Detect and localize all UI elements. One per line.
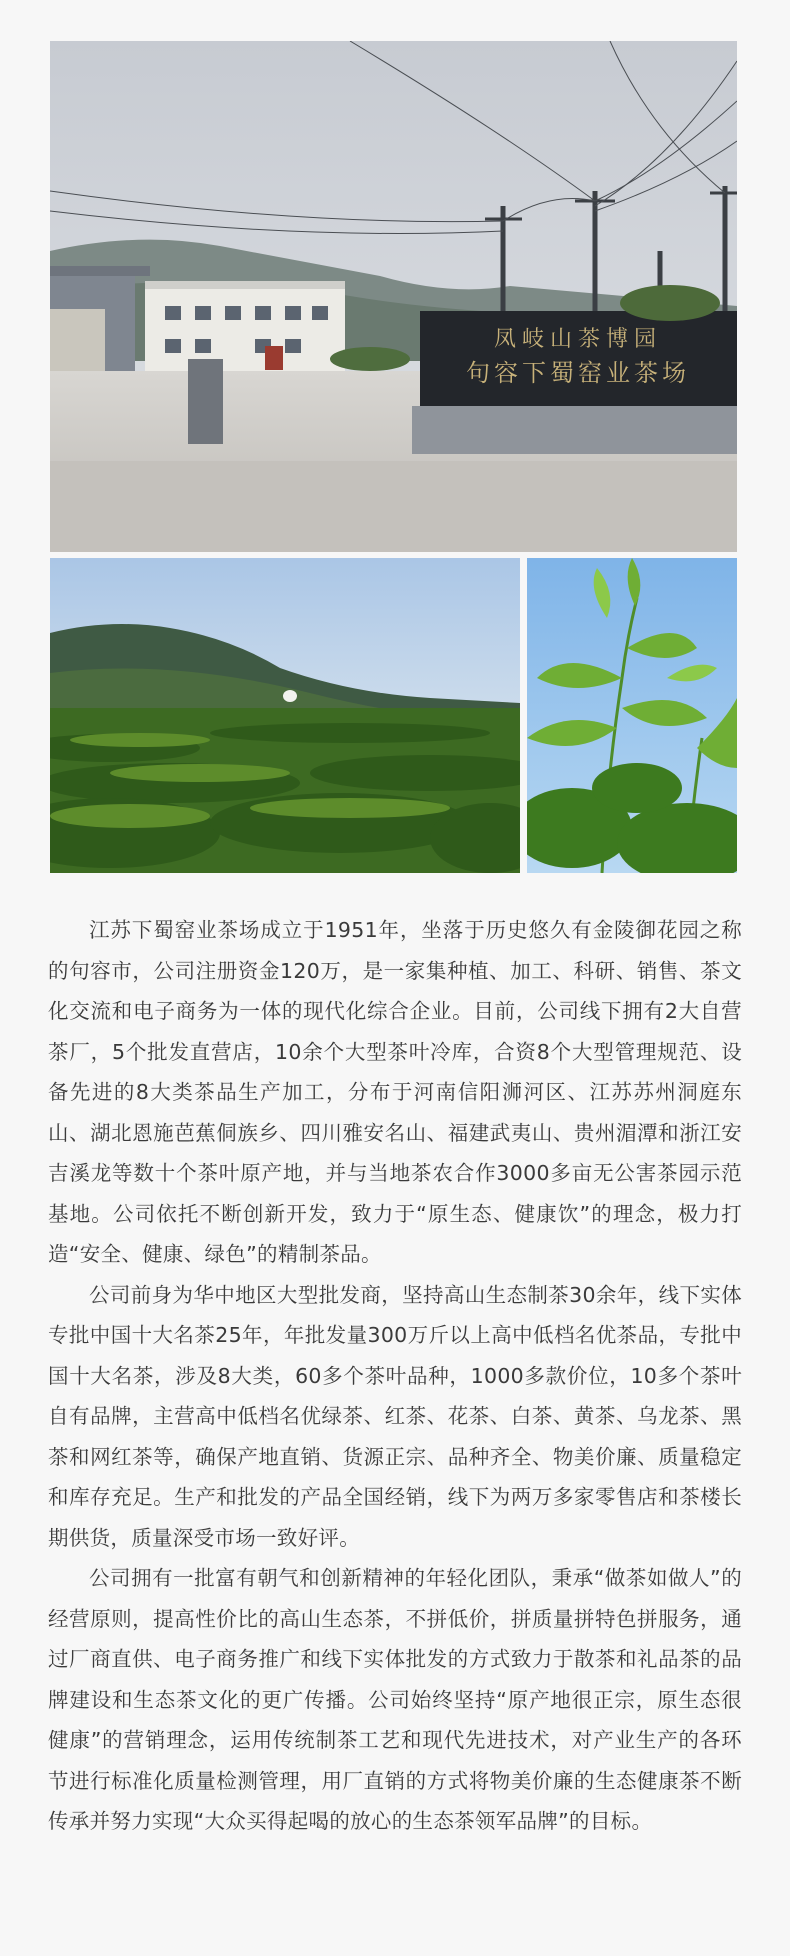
tea-field-photo	[50, 558, 520, 873]
sign-line-2: 句容下蜀窑业茶场	[466, 359, 690, 387]
company-introduction	[48, 910, 742, 1842]
intro-paragraph-1: 江苏下蜀窑业茶场成立于1951年，坐落于历史悠久有金陵御花园之称的句容市，公司注册资金120万，是一家集种植、加工、科研、销售、茶文化交流和电子商务为一体的现代化综合企业。目前，公司线下拥有2大自营茶厂，5个批发直营店，10余个大型茶叶冷库，合资8个大型管理规范、设备先进的8大类茶品生产加工，分布于河南信阳浉河区、江苏苏州洞庭东山、湖北恩施芭蕉侗族乡、四川雅安名山、福建武夷山、贵州湄潭和浙江安吉溪龙等数十个茶叶原产地，并与当地茶农合作3000多亩无公害茶园示范基地。公司依托不断创新开发，致力于“原生态、健康饮”的理念，极力打造“安全、健康、绿色”的精制茶品。	[48, 918, 742, 1266]
intro-paragraph-3: 公司拥有一批富有朝气和创新精神的年轻化团队，秉承“做茶如做人”的经营原则，提高性价比的高山生态茶，不拼低价，拼质量拼特色拼服务，通过厂商直供、电子商务推广和线下实体批发的方式致力于散茶和礼品茶的品牌建设和生态茶文化的更广传播。公司始终坚持“原产地很正宗，原生态很健康”的营销理念，运用传统制茶工艺和现代先进技术，对产业生产的各环节进行标准化质量检测管理，用厂直销的方式将物美价廉的生态健康茶不断传承并努力实现“大众买得起喝的放心的生态茶领军品牌”的目标。	[48, 1566, 742, 1833]
tea-factory-photo	[50, 41, 737, 552]
sign-line-1: 凤岐山茶博园	[493, 327, 663, 352]
intro-paragraph-2: 公司前身为华中地区大型批发商，坚持高山生态制茶30余年，线下实体专批中国十大名茶25年，年批发量300万斤以上高中低档名优茶品，专批中国十大名茶，涉及8大类，60多个茶叶品种，1000多款价位，10多个茶叶自有品牌，主营高中低档名优绿茶、红茶、花茶、白茶、黄茶、乌龙茶、黑茶和网红茶等，确保产地直销、货源正宗、品种齐全、物美价廉、质量稳定和库存充足。生产和批发的产品全国经销，线下为两万多家零售店和茶楼长期供货，质量深受市场一致好评。	[48, 1282, 742, 1550]
tea-leaves-photo	[527, 558, 737, 873]
